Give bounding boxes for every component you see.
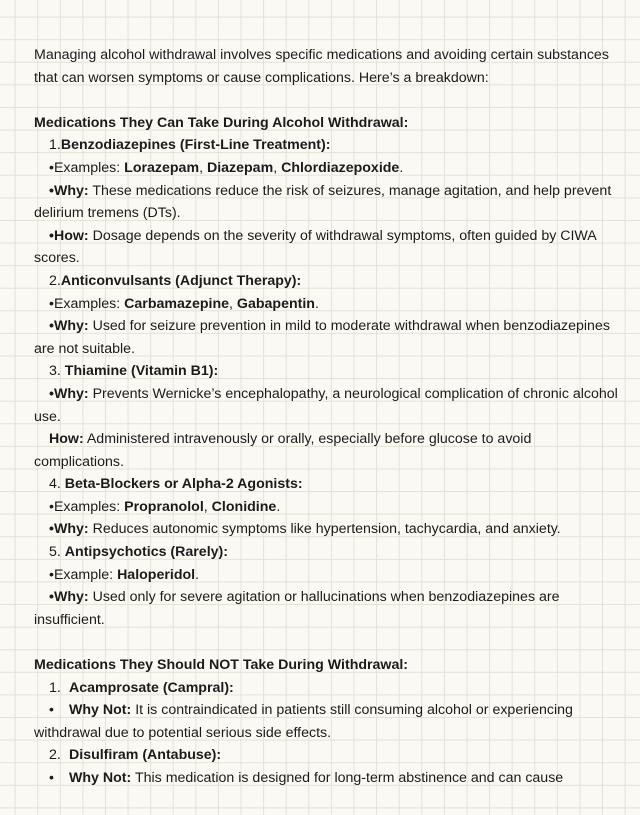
why-text: These medications reduce the risk of seizures, manage agitation, and help prevent delirium tremens (DTs). xyxy=(34,182,612,222)
examples-label: •Examples: xyxy=(49,498,125,515)
examples-label: •Examples: xyxy=(49,295,125,312)
item-disulfiram-title xyxy=(34,744,620,767)
why-text: Used for seizure prevention in mild to moderate withdrawal when benzodiazepines are not suitable. xyxy=(34,318,610,357)
item-beta-blockers-title xyxy=(34,473,620,496)
drug-diazepam: Diazepam xyxy=(206,159,274,176)
item-number: 2. xyxy=(49,747,61,764)
why-not-text: It is contraindicated in patients still consuming alcohol or experiencing withdrawal due to potential serious side effects. xyxy=(34,702,573,741)
separator: . xyxy=(399,159,404,176)
item-title: Disulfiram (Antabuse): xyxy=(69,747,222,764)
item-title: Benzodiazepines (First-Line Treatment): xyxy=(60,137,331,154)
separator: . xyxy=(276,498,281,515)
antipsych-example xyxy=(34,564,620,587)
separator: . xyxy=(314,295,319,312)
how-label: How: xyxy=(49,431,84,448)
acamprosate-why-not xyxy=(34,699,620,744)
separator: , xyxy=(273,159,282,176)
separator: . xyxy=(195,566,200,583)
item-thiamine-title xyxy=(34,360,620,383)
separator: , xyxy=(229,295,237,312)
bullet: • xyxy=(49,770,54,786)
separator: , xyxy=(203,498,212,515)
item-title: Thiamine (Vitamin B1): xyxy=(64,363,219,380)
spacer xyxy=(34,89,620,112)
examples-label: •Examples: xyxy=(49,159,125,176)
section-heading-should-not-take xyxy=(34,654,620,677)
why-label: •Why: xyxy=(49,318,89,335)
anticonv-why xyxy=(34,315,620,360)
benzo-examples xyxy=(34,157,620,180)
heading-text: Medications They Can Take During Alcohol Withdrawal: xyxy=(34,114,409,131)
separator: , xyxy=(199,159,207,176)
why-not-text: This medication is designed for long-term abstinence and can cause xyxy=(131,770,564,786)
why-not-label: Why Not: xyxy=(69,702,132,719)
drug-haloperidol: Haloperidol xyxy=(117,566,196,583)
spacer xyxy=(34,631,620,654)
item-number: 5. xyxy=(49,544,65,561)
item-number: 4. xyxy=(49,476,65,493)
heading-text: Medications They Should NOT Take During Withdrawal: xyxy=(34,657,409,674)
drug-chlordiazepoxide: Chlordiazepoxide xyxy=(281,159,400,176)
why-label: •Why: xyxy=(49,182,89,199)
item-title: Antipsychotics (Rarely): xyxy=(64,544,228,561)
item-number: 3. xyxy=(49,363,65,380)
why-text: Reduces autonomic symptoms like hypertension, tachycardia, and anxiety. xyxy=(88,521,561,538)
why-label: •Why: xyxy=(49,521,89,538)
item-number: 2. xyxy=(49,272,61,289)
how-label: •How: xyxy=(49,227,89,244)
thiamine-how xyxy=(34,428,620,473)
how-text: Administered intravenously or orally, especially before glucose to avoid complications. xyxy=(34,431,532,470)
item-number: 1. xyxy=(49,679,61,696)
drug-propranolol: Propranolol xyxy=(124,498,204,515)
benzo-how xyxy=(34,225,620,270)
drug-clonidine: Clonidine xyxy=(211,498,277,515)
intro-paragraph: Managing alcohol withdrawal involves specific medications and avoiding certain substances that can worsen symptoms or cause complications. Here’s a breakdown: xyxy=(34,47,609,86)
item-title: Beta-Blockers or Alpha-2 Agonists: xyxy=(64,476,303,493)
item-title: Acamprosate (Campral): xyxy=(69,679,234,696)
why-label: •Why: xyxy=(49,589,89,606)
drug-lorazepam: Lorazepam xyxy=(124,159,200,176)
disulfiram-why-not xyxy=(34,767,620,790)
item-number: 1. xyxy=(49,137,61,154)
item-benzodiazepines-title xyxy=(34,134,620,157)
why-text: Used only for severe agitation or hallucinations when benzodiazepines are insufficient. xyxy=(34,589,560,628)
beta-why xyxy=(34,518,620,541)
item-acamprosate-title xyxy=(34,677,620,700)
benzo-why xyxy=(34,180,620,225)
examples-label: •Example: xyxy=(49,566,118,583)
item-anticonvulsants-title xyxy=(34,270,620,293)
drug-gabapentin: Gabapentin xyxy=(236,295,315,312)
item-title: Anticonvulsants (Adjunct Therapy): xyxy=(60,272,302,289)
drug-carbamazepine: Carbamazepine xyxy=(124,295,230,312)
why-label: •Why: xyxy=(49,385,89,402)
anticonv-examples xyxy=(34,293,620,316)
beta-examples xyxy=(34,496,620,519)
thiamine-why xyxy=(34,383,620,428)
why-text: Prevents Wernicke’s encephalopathy, a neurological complication of chronic alcohol use. xyxy=(34,385,618,425)
why-not-label: Why Not: xyxy=(69,770,132,786)
how-text: Dosage depends on the severity of withdrawal symptoms, often guided by CIWA scores. xyxy=(34,227,596,267)
section-heading-can-take xyxy=(34,112,620,135)
item-antipsychotics-title xyxy=(34,541,620,564)
bullet: • xyxy=(49,702,54,719)
document-body xyxy=(34,44,620,790)
antipsych-why xyxy=(34,586,620,631)
